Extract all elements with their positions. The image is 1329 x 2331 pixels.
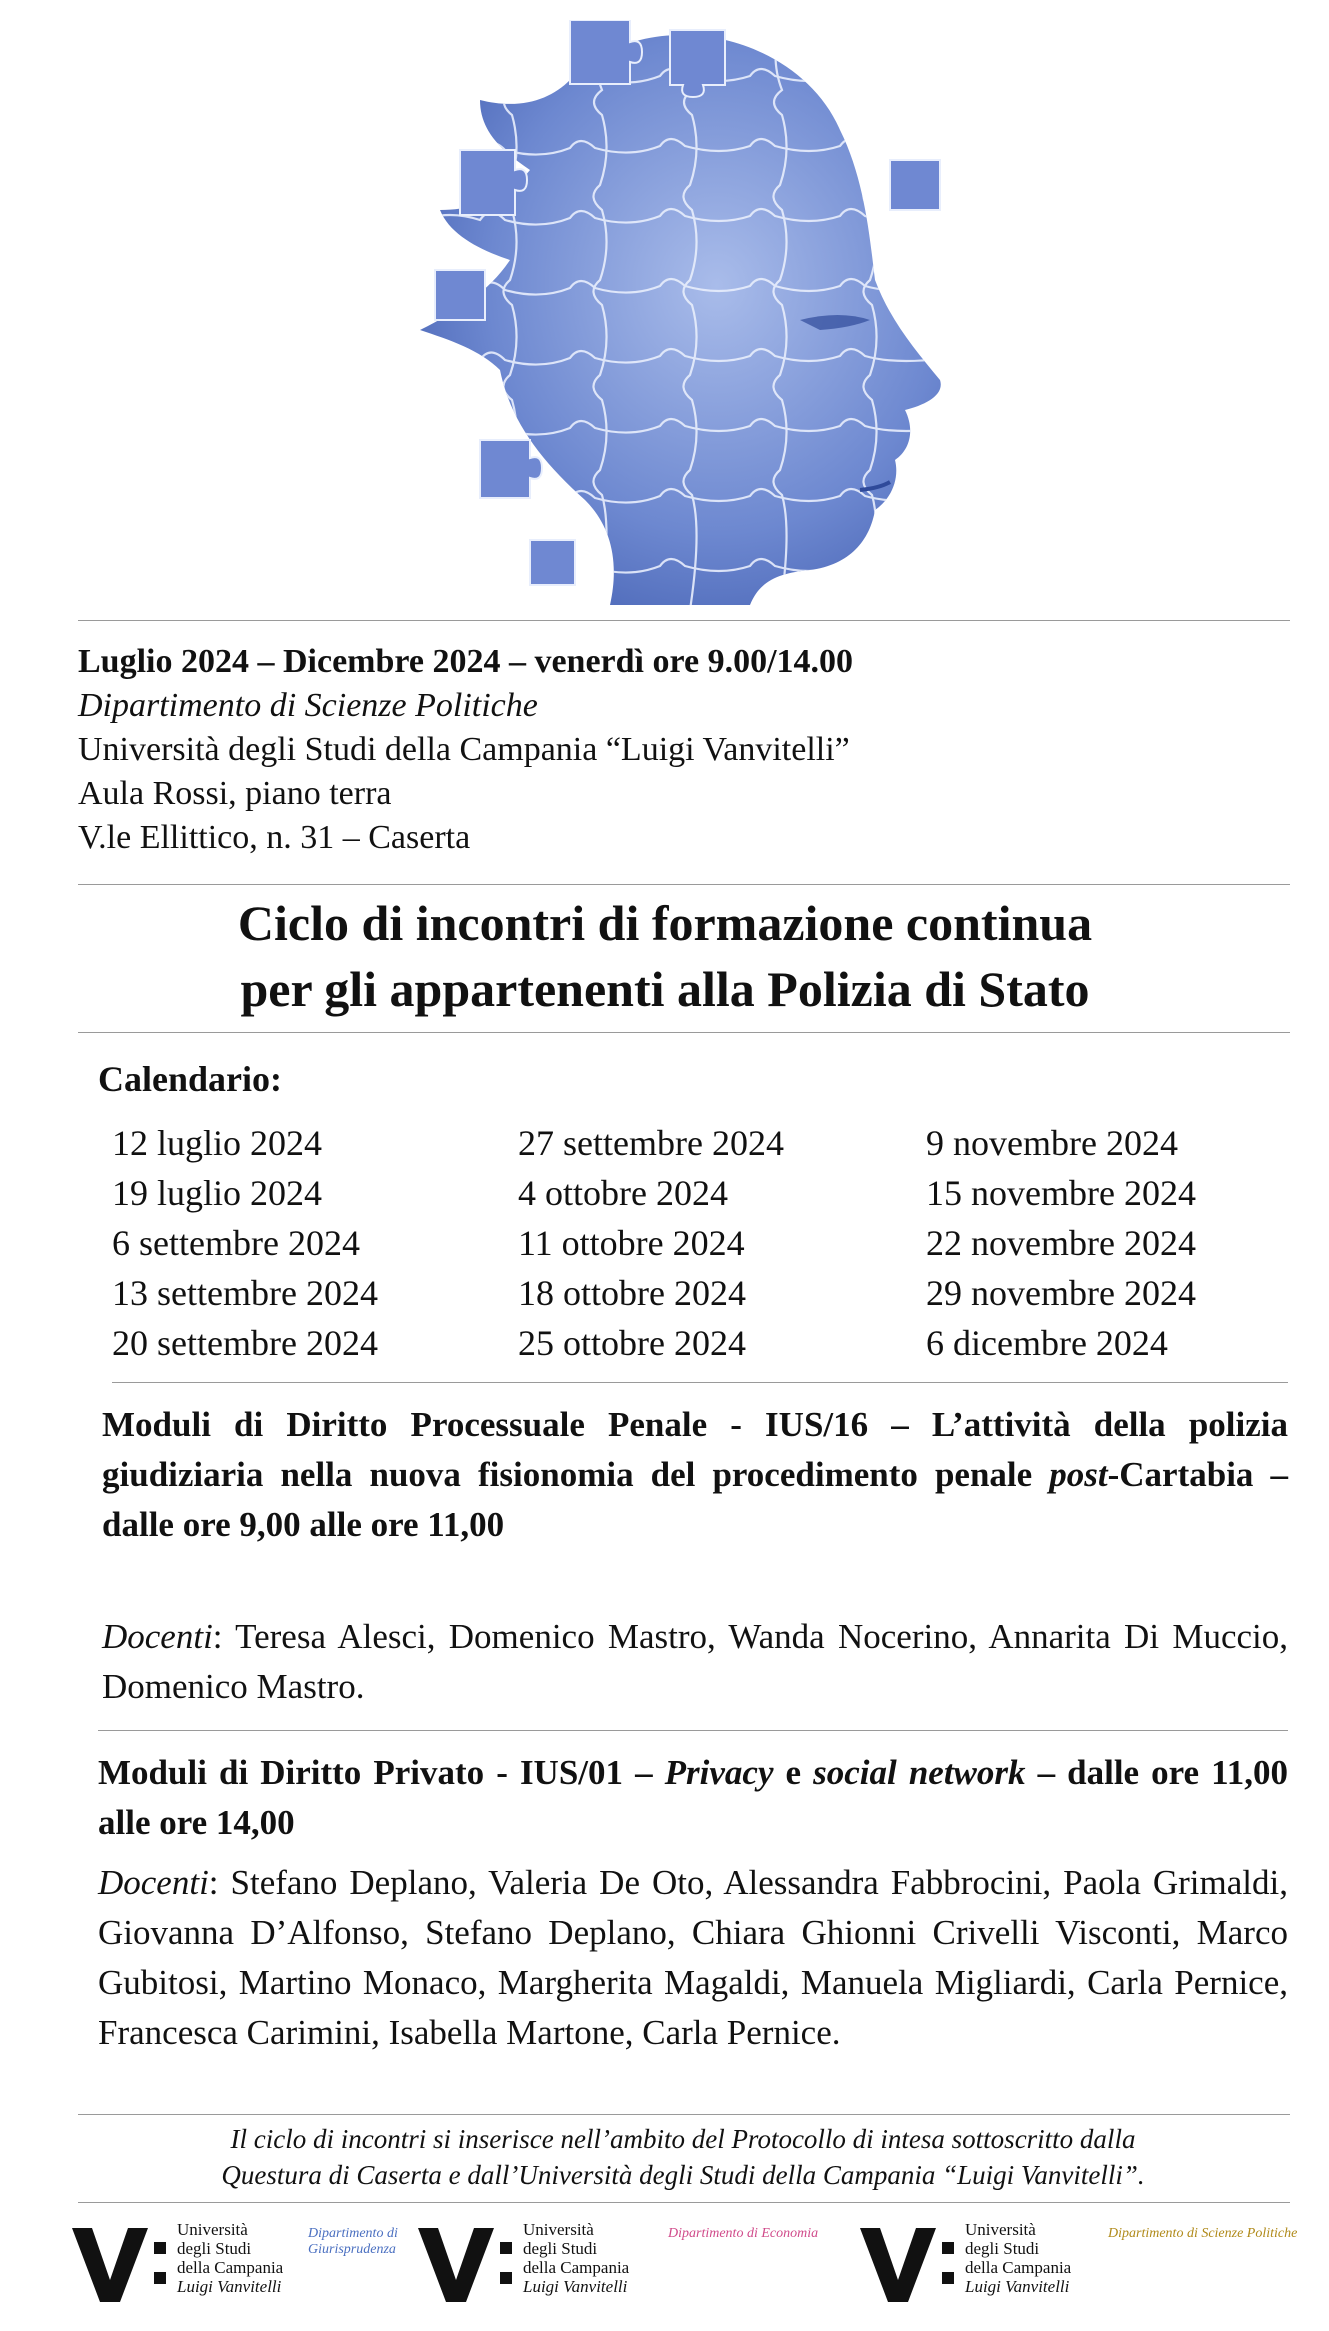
calendar-date: 22 novembre 2024 bbox=[926, 1223, 1196, 1263]
module1-docenti-list: : Teresa Alesci, Domenico Mastro, Wanda Nocerino, Annarita Di Muccio, Domenico Mastro. bbox=[102, 1617, 1288, 1706]
module2-title-e: e bbox=[773, 1753, 814, 1792]
university-name: Università degli Studi della Campania Luigi Vanvitelli bbox=[177, 2220, 284, 2296]
calendar-date: 6 dicembre 2024 bbox=[926, 1323, 1168, 1363]
event-university: Università degli Studi della Campania “Luigi Vanvitelli” bbox=[78, 731, 850, 768]
dept-economia: Dipartimento di Economia bbox=[668, 2226, 819, 2241]
event-period: Luglio 2024 – Dicembre 2024 – venerdì ore 9.00/14.00 bbox=[78, 643, 854, 680]
event-department: Dipartimento di Scienze Politiche bbox=[78, 687, 538, 724]
university-name: Università degli Studi della Campania Luigi Vanvitelli bbox=[965, 2220, 1072, 2296]
dept-giurisprudenza: Dipartimento di Giurisprudenza bbox=[308, 2226, 398, 2257]
module2-title bbox=[98, 1748, 1288, 1848]
module2-title-privacy: Privacy bbox=[664, 1753, 774, 1792]
module1-docenti-label: Docenti bbox=[102, 1617, 213, 1656]
divider bbox=[98, 1730, 1288, 1731]
module2-title-a: Moduli di Diritto Privato - IUS/01 – bbox=[98, 1753, 665, 1792]
calendar-date: 11 ottobre 2024 bbox=[518, 1223, 745, 1263]
calendar-date: 4 ottobre 2024 bbox=[518, 1173, 728, 1213]
divider bbox=[78, 1032, 1290, 1033]
calendar-date: 19 luglio 2024 bbox=[112, 1173, 323, 1213]
calendar-date: 20 settembre 2024 bbox=[112, 1323, 378, 1363]
calendar-column-2 bbox=[518, 1118, 928, 1368]
calendar-date: 13 settembre 2024 bbox=[112, 1273, 378, 1313]
divider bbox=[78, 2114, 1290, 2115]
dept-scienze-politiche: Dipartimento di Scienze Politiche bbox=[1108, 2226, 1298, 2241]
divider bbox=[112, 1382, 1288, 1383]
vanvitelli-v-logo-icon bbox=[418, 2224, 514, 2304]
divider bbox=[78, 2202, 1290, 2203]
module1-title bbox=[102, 1400, 1288, 1550]
module2-docenti-list: : Stefano Deplano, Valeria De Oto, Alessandra Fabbrocini, Paola Grimaldi, Giovanna D’Alfonso, Stefano Deplano, Chiara Ghionni Crivelli Visconti, Marco Gubitosi, Martino Monaco, Margherita Magaldi, Manuela Migliardi, Carla Pernice, Francesca Carimini, Isabella Martone, Carla Pernice. bbox=[98, 1863, 1288, 2052]
vanvitelli-v-logo-icon bbox=[860, 2224, 956, 2304]
module1-title-post: post bbox=[1049, 1455, 1108, 1494]
divider bbox=[78, 620, 1290, 621]
hero-puzzle-head-illustration bbox=[420, 20, 960, 610]
calendar-date: 9 novembre 2024 bbox=[926, 1123, 1178, 1163]
calendar-date: 25 ottobre 2024 bbox=[518, 1323, 746, 1363]
university-name: Università degli Studi della Campania Luigi Vanvitelli bbox=[523, 2220, 630, 2296]
calendar-column-1 bbox=[112, 1118, 522, 1368]
page-title-line1: Ciclo di incontri di formazione continua bbox=[237, 895, 1093, 951]
footer-line2: Questura di Caserta e dall’Università degli Studi della Campania “Luigi Vanvitelli”. bbox=[221, 2160, 1145, 2190]
footer-line1: Il ciclo di incontri si inserisce nell’ambito del Protocollo di intesa sottoscritto dalla bbox=[230, 2124, 1136, 2154]
calendar-date: 12 luglio 2024 bbox=[112, 1123, 323, 1163]
module2-title-b: – dalle ore 11,00 alle ore 14,00 bbox=[98, 1753, 1288, 1842]
event-room: Aula Rossi, piano terra bbox=[78, 775, 392, 812]
divider bbox=[78, 884, 1290, 885]
event-address: V.le Ellittico, n. 31 – Caserta bbox=[78, 819, 471, 856]
calendar-column-3 bbox=[926, 1118, 1329, 1368]
calendar-heading: Calendario: bbox=[98, 1059, 282, 1099]
vanvitelli-v-logo-icon bbox=[72, 2224, 168, 2304]
calendar-date: 18 ottobre 2024 bbox=[518, 1273, 746, 1313]
calendar-date: 27 settembre 2024 bbox=[518, 1123, 784, 1163]
module2-docenti-label: Docenti bbox=[98, 1863, 209, 1902]
module1-docenti bbox=[102, 1612, 1288, 1712]
calendar-date: 15 novembre 2024 bbox=[926, 1173, 1196, 1213]
module2-docenti bbox=[98, 1858, 1288, 2058]
module1-title-b: -Cartabia – dalle ore 9,00 alle ore 11,00 bbox=[102, 1455, 1288, 1544]
page-title-line2: per gli appartenenti alla Polizia di Stato bbox=[240, 961, 1090, 1017]
module1-title-a: Moduli di Diritto Processuale Penale - IUS/16 – L’attività della polizia giudiziaria nella nuova fisionomia del procedimento penale bbox=[102, 1405, 1288, 1494]
module2-title-social: social network bbox=[813, 1753, 1026, 1792]
calendar-date: 29 novembre 2024 bbox=[926, 1273, 1196, 1313]
calendar-date: 6 settembre 2024 bbox=[112, 1223, 360, 1263]
